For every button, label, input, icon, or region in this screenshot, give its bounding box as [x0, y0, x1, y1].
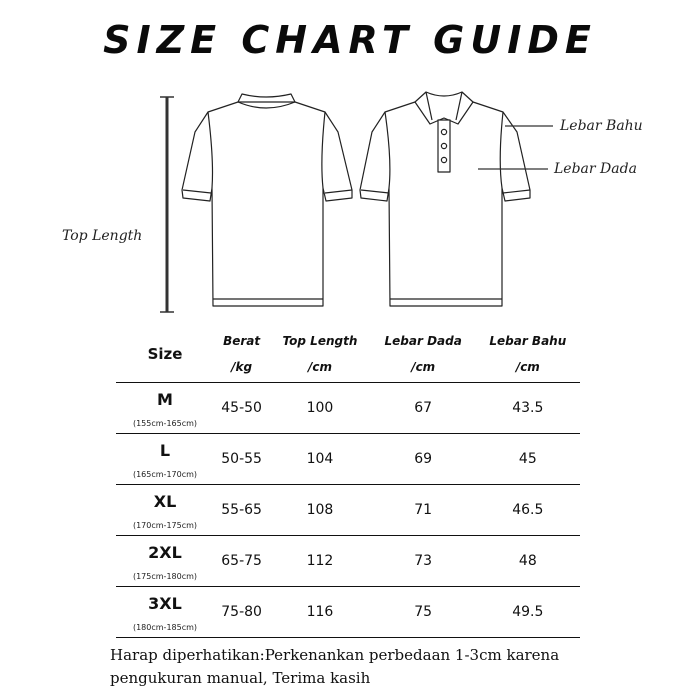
lebar-dada-cell: 69	[371, 434, 476, 485]
shirt-back-view	[182, 94, 352, 306]
page-title: SIZE CHART GUIDE	[103, 18, 597, 62]
size-table	[116, 326, 580, 638]
lebar-bahu-cell: 45	[476, 434, 580, 485]
lebar-dada-cell: 67	[371, 383, 476, 434]
shirt-front-view	[360, 92, 530, 306]
header-berat: Berat /kg	[223, 334, 261, 374]
size-cell: M (155cm-165cm)	[116, 383, 214, 434]
top-length-measure	[160, 97, 174, 312]
measurement-note: Harap diperhatikan:Perkenankan perbedaan 1-3cm karena pengukuran manual, Terima kasih	[110, 646, 560, 687]
header-lebar-bahu: Lebar Bahu /cm	[489, 334, 567, 374]
top-length-cell: 116	[269, 587, 371, 638]
size-cell: 3XL (180cm-185cm)	[116, 587, 214, 638]
header-lebar-dada: Lebar Dada /cm	[384, 334, 462, 374]
header-size: Size	[147, 345, 183, 363]
table-row	[116, 587, 580, 638]
berat-cell: 65-75	[214, 536, 269, 587]
table-row	[116, 434, 580, 485]
lebar-dada-cell: 75	[371, 587, 476, 638]
top-length-cell: 112	[269, 536, 371, 587]
berat-cell: 55-65	[214, 485, 269, 536]
table-row	[116, 485, 580, 536]
table-row	[116, 383, 580, 434]
table-header-row	[116, 326, 580, 383]
berat-cell: 75-80	[214, 587, 269, 638]
shirt-illustration	[0, 80, 700, 320]
top-length-label: Top Length	[62, 228, 143, 244]
size-cell: XL (170cm-175cm)	[116, 485, 214, 536]
lebar-bahu-cell: 49.5	[476, 587, 580, 638]
berat-cell: 50-55	[214, 434, 269, 485]
berat-cell: 45-50	[214, 383, 269, 434]
lebar-dada-cell: 71	[371, 485, 476, 536]
table-row	[116, 536, 580, 587]
lebar-bahu-cell: 43.5	[476, 383, 580, 434]
lebar-bahu-label: Lebar Bahu	[560, 118, 643, 134]
lebar-bahu-cell: 46.5	[476, 485, 580, 536]
top-length-cell: 104	[269, 434, 371, 485]
lebar-dada-label: Lebar Dada	[554, 161, 637, 177]
top-length-cell: 108	[269, 485, 371, 536]
lebar-bahu-cell: 48	[476, 536, 580, 587]
size-cell: L (165cm-170cm)	[116, 434, 214, 485]
header-top-length: Top Length /cm	[282, 334, 358, 374]
size-cell: 2XL (175cm-180cm)	[116, 536, 214, 587]
top-length-cell: 100	[269, 383, 371, 434]
lebar-dada-cell: 73	[371, 536, 476, 587]
